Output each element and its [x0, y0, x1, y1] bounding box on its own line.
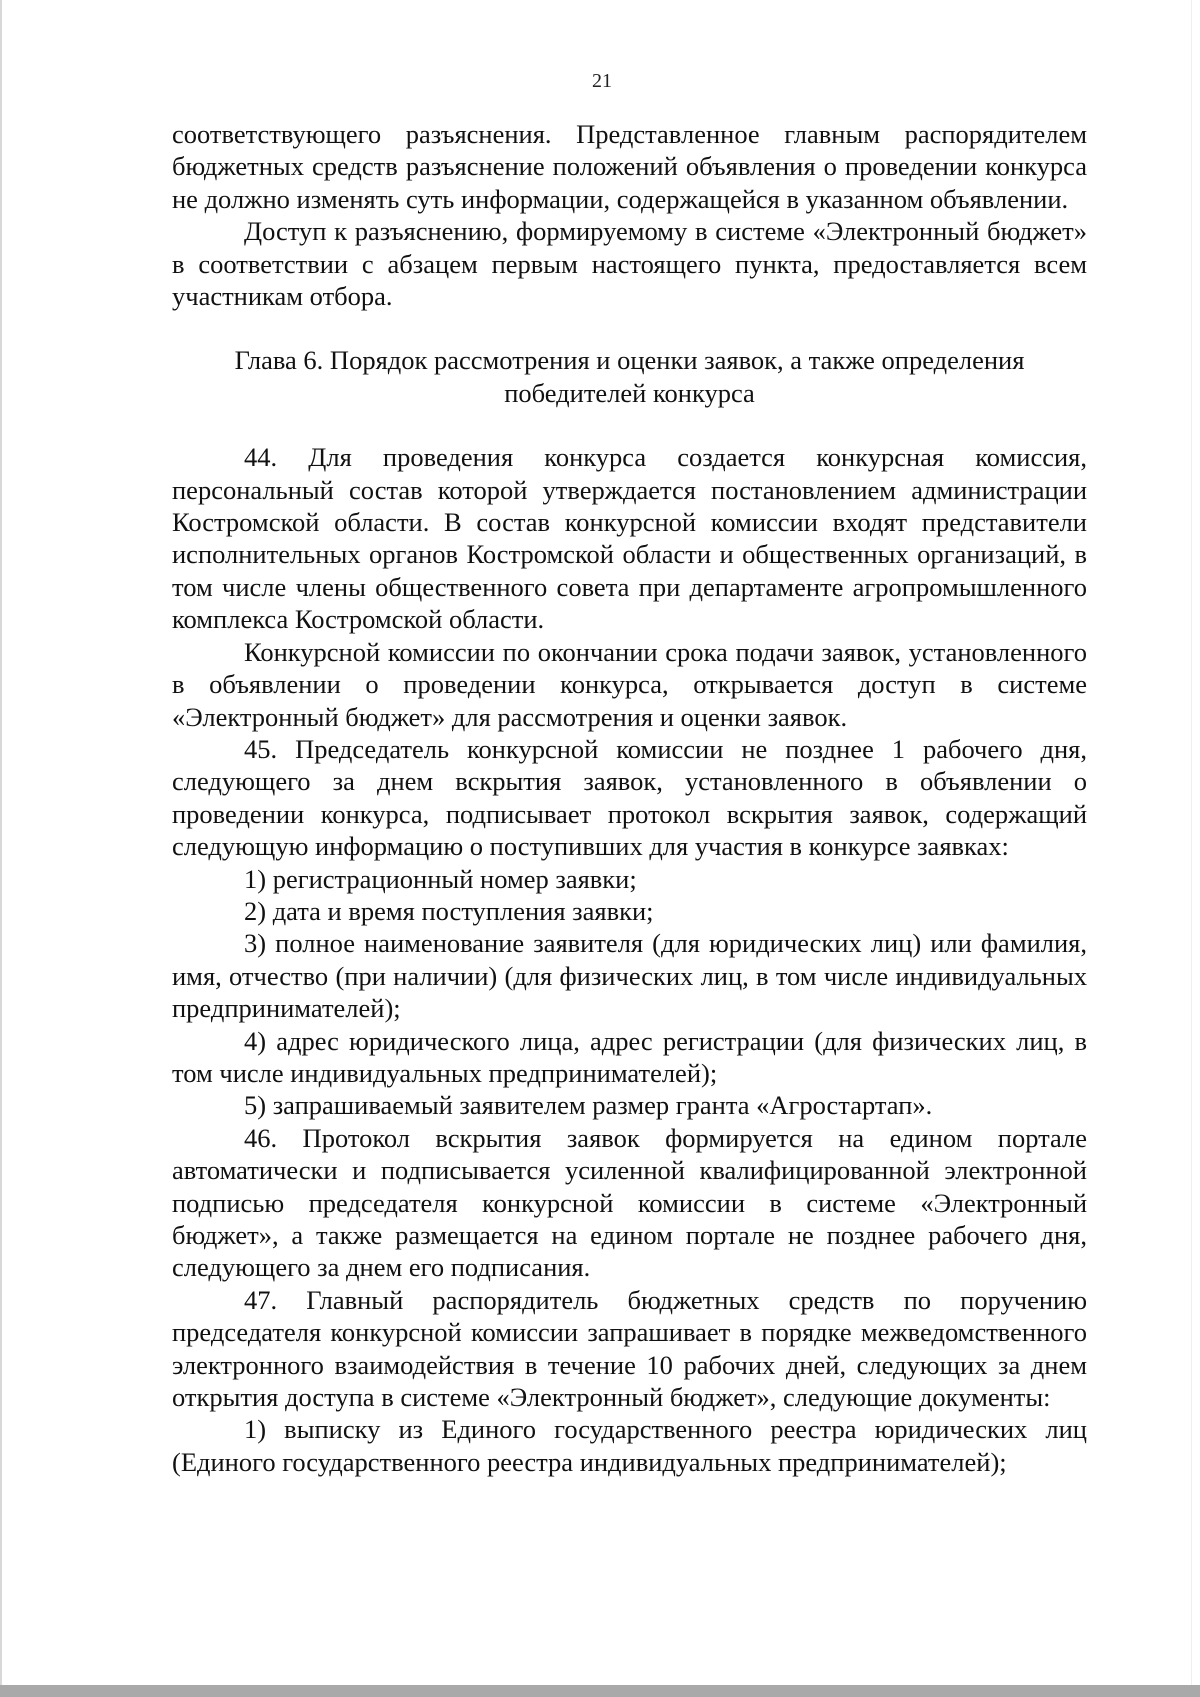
- list-item-4: 4) адрес юридического лица, адрес регистрации (для физических лиц, в том числе индивидуальных предпринимателей);: [172, 1025, 1087, 1088]
- list-item-1: 1) регистрационный номер заявки;: [244, 863, 637, 894]
- paragraph-46: 46. Протокол вскрытия заявок формируется на едином портале автоматически и подписывается усиленной квалифицированной электронной подписью председателя конкурсной комиссии в системе «Электронный бюджет», а также размещается на едином портале не позднее рабочего дня, следующего за днем его подписания.: [172, 1122, 1087, 1283]
- page-number: 21: [592, 70, 612, 92]
- chapter-heading: Глава 6. Порядок рассмотрения и оценки заявок, а также определения победителей конкурса: [234, 345, 1025, 408]
- paragraph-44: 44. Для проведения конкурса создается конкурсная комиссия, персональный состав которой утверждается постановлением администрации Костромской области. В состав конкурсной комиссии входят представители исполнительных органов Костромской области и общественных организаций, в том числе члены общественного совета при департаменте агропромышленного комплекса Костромской области.: [172, 442, 1087, 635]
- list-item-2: 2) дата и время поступления заявки;: [244, 895, 654, 926]
- paragraph-47: 47. Главный распорядитель бюджетных средств по поручению председателя конкурсной комиссии запрашивает в порядке межведомственного электронного взаимодействия в течение 10 рабочих дней, следующих за днем открытия доступа в системе «Электронный бюджет», следующие документы:: [172, 1284, 1087, 1413]
- paragraph-access: Доступ к разъяснению, формируемому в системе «Электронный бюджет» в соответствии с абзацем первым настоящего пункта, предоставляется всем участникам отбора.: [172, 216, 1087, 312]
- paragraph-continuation: соответствующего разъяснения. Представленное главным распорядителем бюджетных средств разъяснение положений объявления о проведении конкурса не должно изменять суть информации, содержащейся в указанном объявлении.: [172, 119, 1087, 214]
- paragraph-45: 45. Председатель конкурсной комиссии не позднее 1 рабочего дня, следующего за днем вскрытия заявок, установленного в объявлении о проведении конкурса, подписывает протокол вскрытия заявок, содержащий следующую информацию о поступивших для участия в конкурсе заявках:: [172, 733, 1087, 862]
- paragraph-47-item-1: 1) выписку из Единого государственного реестра юридических лиц (Единого государственного реестра индивидуальных предпринимателей);: [172, 1414, 1087, 1477]
- document-body: [172, 118, 1087, 1478]
- list-item-3: 3) полное наименование заявителя (для юридических лиц) или фамилия, имя, отчество (при наличии) (для физических лиц, в том числе индивидуальных предпринимателей);: [172, 928, 1087, 1024]
- scan-edge: [1191, 0, 1192, 1685]
- paragraph-44-commission-access: Конкурсной комиссии по окончании срока подачи заявок, установленного в объявлении о проведении конкурса, открывается доступ в системе «Электронный бюджет» для рассмотрения и оценки заявок.: [172, 636, 1087, 732]
- list-item-5: 5) запрашиваемый заявителем размер гранта «Агростартап».: [244, 1090, 933, 1121]
